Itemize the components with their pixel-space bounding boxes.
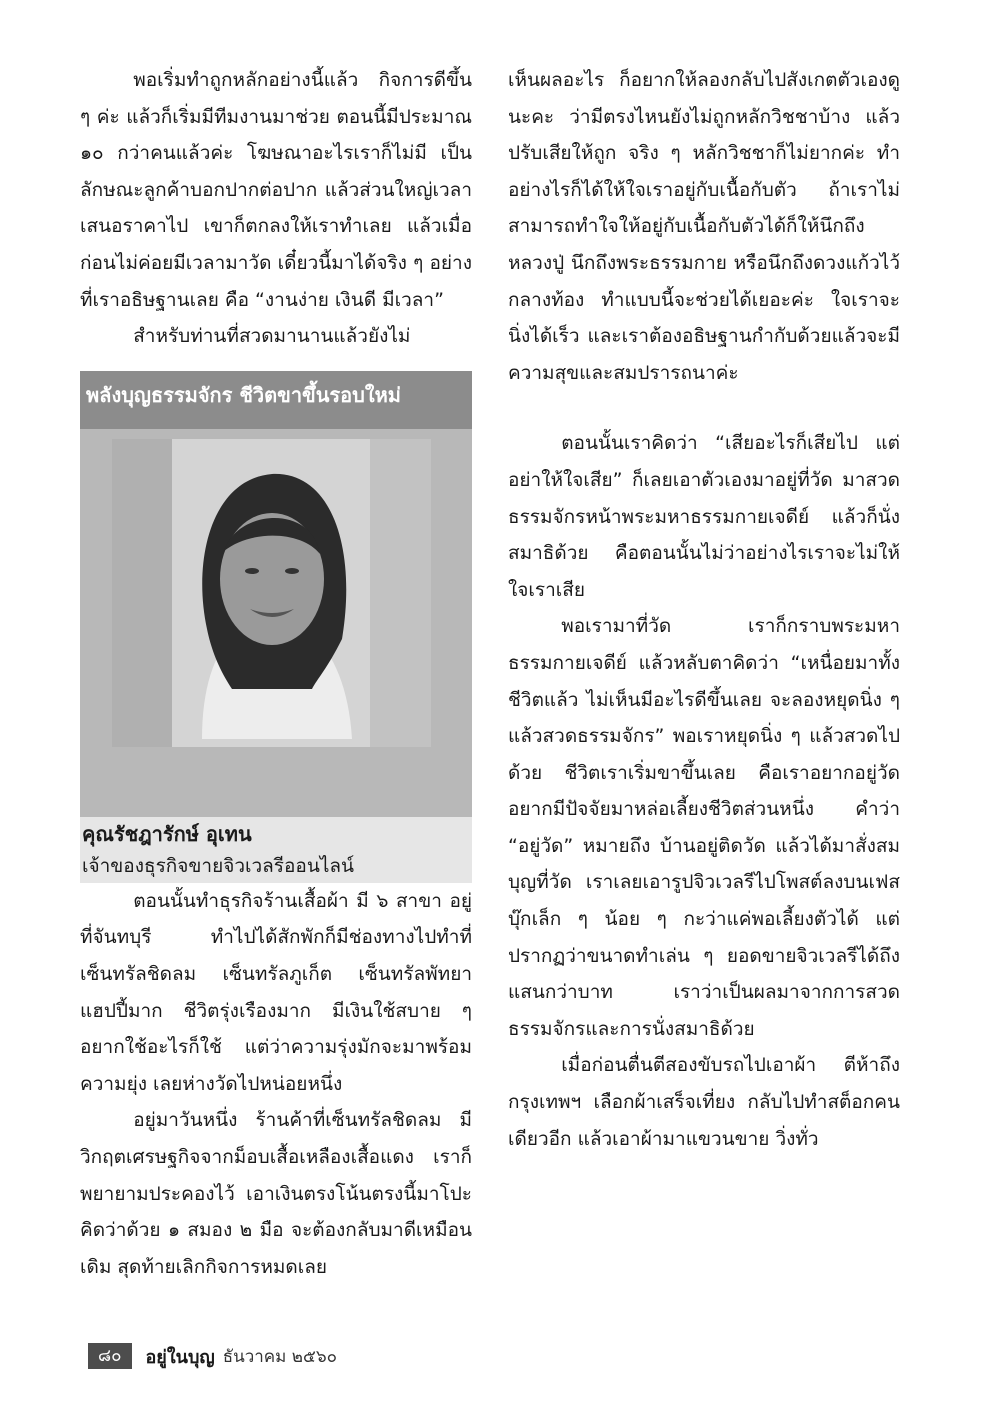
left-paragraph-4: อยู่มาวันหนึ่ง ร้านค้าที่เซ็นทรัลชิดลม มีวิกฤตเศรษฐกิจจากม็อบเสื้อเหลืองเสื้อแดง เราก็พยายามประคองไว้ เอาเงินตรงโน้นตรงนี้มาโปะ คิดว่าด้วย ๑ สมอง ๒ มือ จะต้องกลับมาดีเหมือนเดิม สุดท้ายเลิกกิจการหมดเลย xyxy=(80,1109,472,1278)
page-footer xyxy=(88,1342,337,1370)
left-column xyxy=(80,62,472,1285)
left-paragraph-3: ตอนนั้นทำธุรกิจร้านเสื้อผ้า มี ๖ สาขา อยู่ที่จันทบุรี ทำไปได้สักพักก็มีช่องทางไปทำที่เซ็นทรัลชิดลม เซ็นทรัลภูเก็ต เซ็นทรัลพัทยา แฮปปี้มาก ชีวิตรุ่งเรืองมาก มีเงินใช้สบาย ๆ อยากใช้อะไรก็ใช้ แต่ว่าความรุ่งมักจะมาพร้อมความยุ่ง เลยห่างวัดไปหน่อยหนึ่ง xyxy=(80,889,472,1095)
right-paragraph-4: เมื่อก่อนตื่นตีสองขับรถไปเอาผ้า ตีห้าถึงกรุงเทพฯ เลือกผ้าเสร็จเที่ยง กลับไปทำสต็อกคนเดียวอีก แล้วเอาผ้ามาแขวนขาย วิ่งทั่ว xyxy=(508,1054,900,1150)
page-number: ๘๐ xyxy=(88,1343,132,1369)
profile-box xyxy=(80,371,472,883)
magazine-title: อยู่ในบุญ xyxy=(145,1346,215,1368)
profile-photo-frame xyxy=(80,429,472,817)
right-column xyxy=(508,62,900,1157)
person-name: คุณรัชฎารักษ์ อุเทน xyxy=(82,821,252,846)
profile-caption xyxy=(80,817,472,883)
profile-box-header: พลังบุญธรรมจักร ชีวิตขาขึ้นรอบใหม่ xyxy=(80,371,472,429)
right-paragraph-2: ตอนนั้นเราคิดว่า “เสียอะไรก็เสียไป แต่อย่าให้ใจเสีย” ก็เลยเอาตัวเองมาอยู่ที่วัด มาสวดธรรมจักรหน้าพระมหาธรรมกายเจดีย์ แล้วก็นั่งสมาธิด้วย คือตอนนั้นไม่ว่าอย่างไรเราจะไม่ให้ใจเราเสีย xyxy=(508,432,900,601)
left-paragraph-1: พอเริ่มทำถูกหลักอย่างนี้แล้ว กิจการดีขึ้น ๆ ค่ะ แล้วก็เริ่มมีทีมงานมาช่วย ตอนนี้มีประมาณ ๑๐ กว่าคนแล้วค่ะ โฆษณาอะไรเราก็ไม่มี เป็นลักษณะลูกค้าบอกปากต่อปาก แล้วส่วนใหญ่เวลาเสนอราคาไป เขาก็ตกลงให้เราทำเลย แล้วเมื่อก่อนไม่ค่อยมีเวลามาวัด เดี๋ยวนี้มาได้จริง ๆ อย่างที่เราอธิษฐานเลย คือ “งานง่าย เงินดี มีเวลา” xyxy=(80,69,472,311)
right-paragraph-3: พอเรามาที่วัด เราก็กราบพระมหาธรรมกายเจดีย์ แล้วหลับตาคิดว่า “เหนื่อยมาทั้งชีวิตแล้ว ไม่เห็นมีอะไรดีขึ้นเลย จะลองหยุดนิ่ง ๆ แล้วสวดธรรมจักร” พอเราหยุดนิ่ง ๆ แล้วสวดไปด้วย ชีวิตเราเริ่มขาขึ้นเลย คือเราอยากอยู่วัด อยากมีปัจจัยมาหล่อเลี้ยงชีวิตส่วนหนึ่ง คำว่า “อยู่วัด” หมายถึง บ้านอยู่ติดวัด แล้วได้มาสั่งสมบุญที่วัด เราเลยเอารูปจิวเวลรีไปโพสต์ลงบนเฟสบุ๊กเล็ก ๆ น้อย ๆ กะว่าแค่พอเลี้ยงตัวได้ แต่ปรากฏว่าขนาดทำเล่น ๆ ยอดขายจิวเวลรีได้ถึงแสนกว่าบาท เราว่าเป็นผลมาจากการสวดธรรมจักรและการนั่งสมาธิด้วย xyxy=(508,615,900,1040)
person-role: เจ้าของธุรกิจขายจิวเวลรีออนไลน์ xyxy=(82,854,355,877)
portrait-illustration xyxy=(112,439,431,747)
right-paragraph-1: เห็นผลอะไร ก็อยากให้ลองกลับไปสังเกตตัวเองดูนะคะ ว่ามีตรงไหนยังไม่ถูกหลักวิชชาบ้าง แล้วปรับเสียให้ถูก จริง ๆ หลักวิชชาก็ไม่ยากค่ะ ทำอย่างไรก็ได้ให้ใจเราอยู่กับเนื้อกับตัว ถ้าเราไม่สามารถทำใจให้อยู่กับเนื้อกับตัวได้ก็ให้นึกถึงหลวงปู่ นึกถึงพระธรรมกาย หรือนึกถึงดวงแก้วไว้กลางท้อง ทำแบบนี้จะช่วยได้เยอะค่ะ ใจเราจะนิ่งได้เร็ว และเราต้องอธิษฐานกำกับด้วยแล้วจะมีความสุขและสมปรารถนาค่ะ xyxy=(508,69,900,384)
left-paragraph-2: สำหรับท่านที่สวดมานานแล้วยังไม่ xyxy=(133,325,411,348)
issue-date: ธันวาคม ๒๕๖๐ xyxy=(222,1346,338,1367)
portrait-photo xyxy=(112,439,431,747)
